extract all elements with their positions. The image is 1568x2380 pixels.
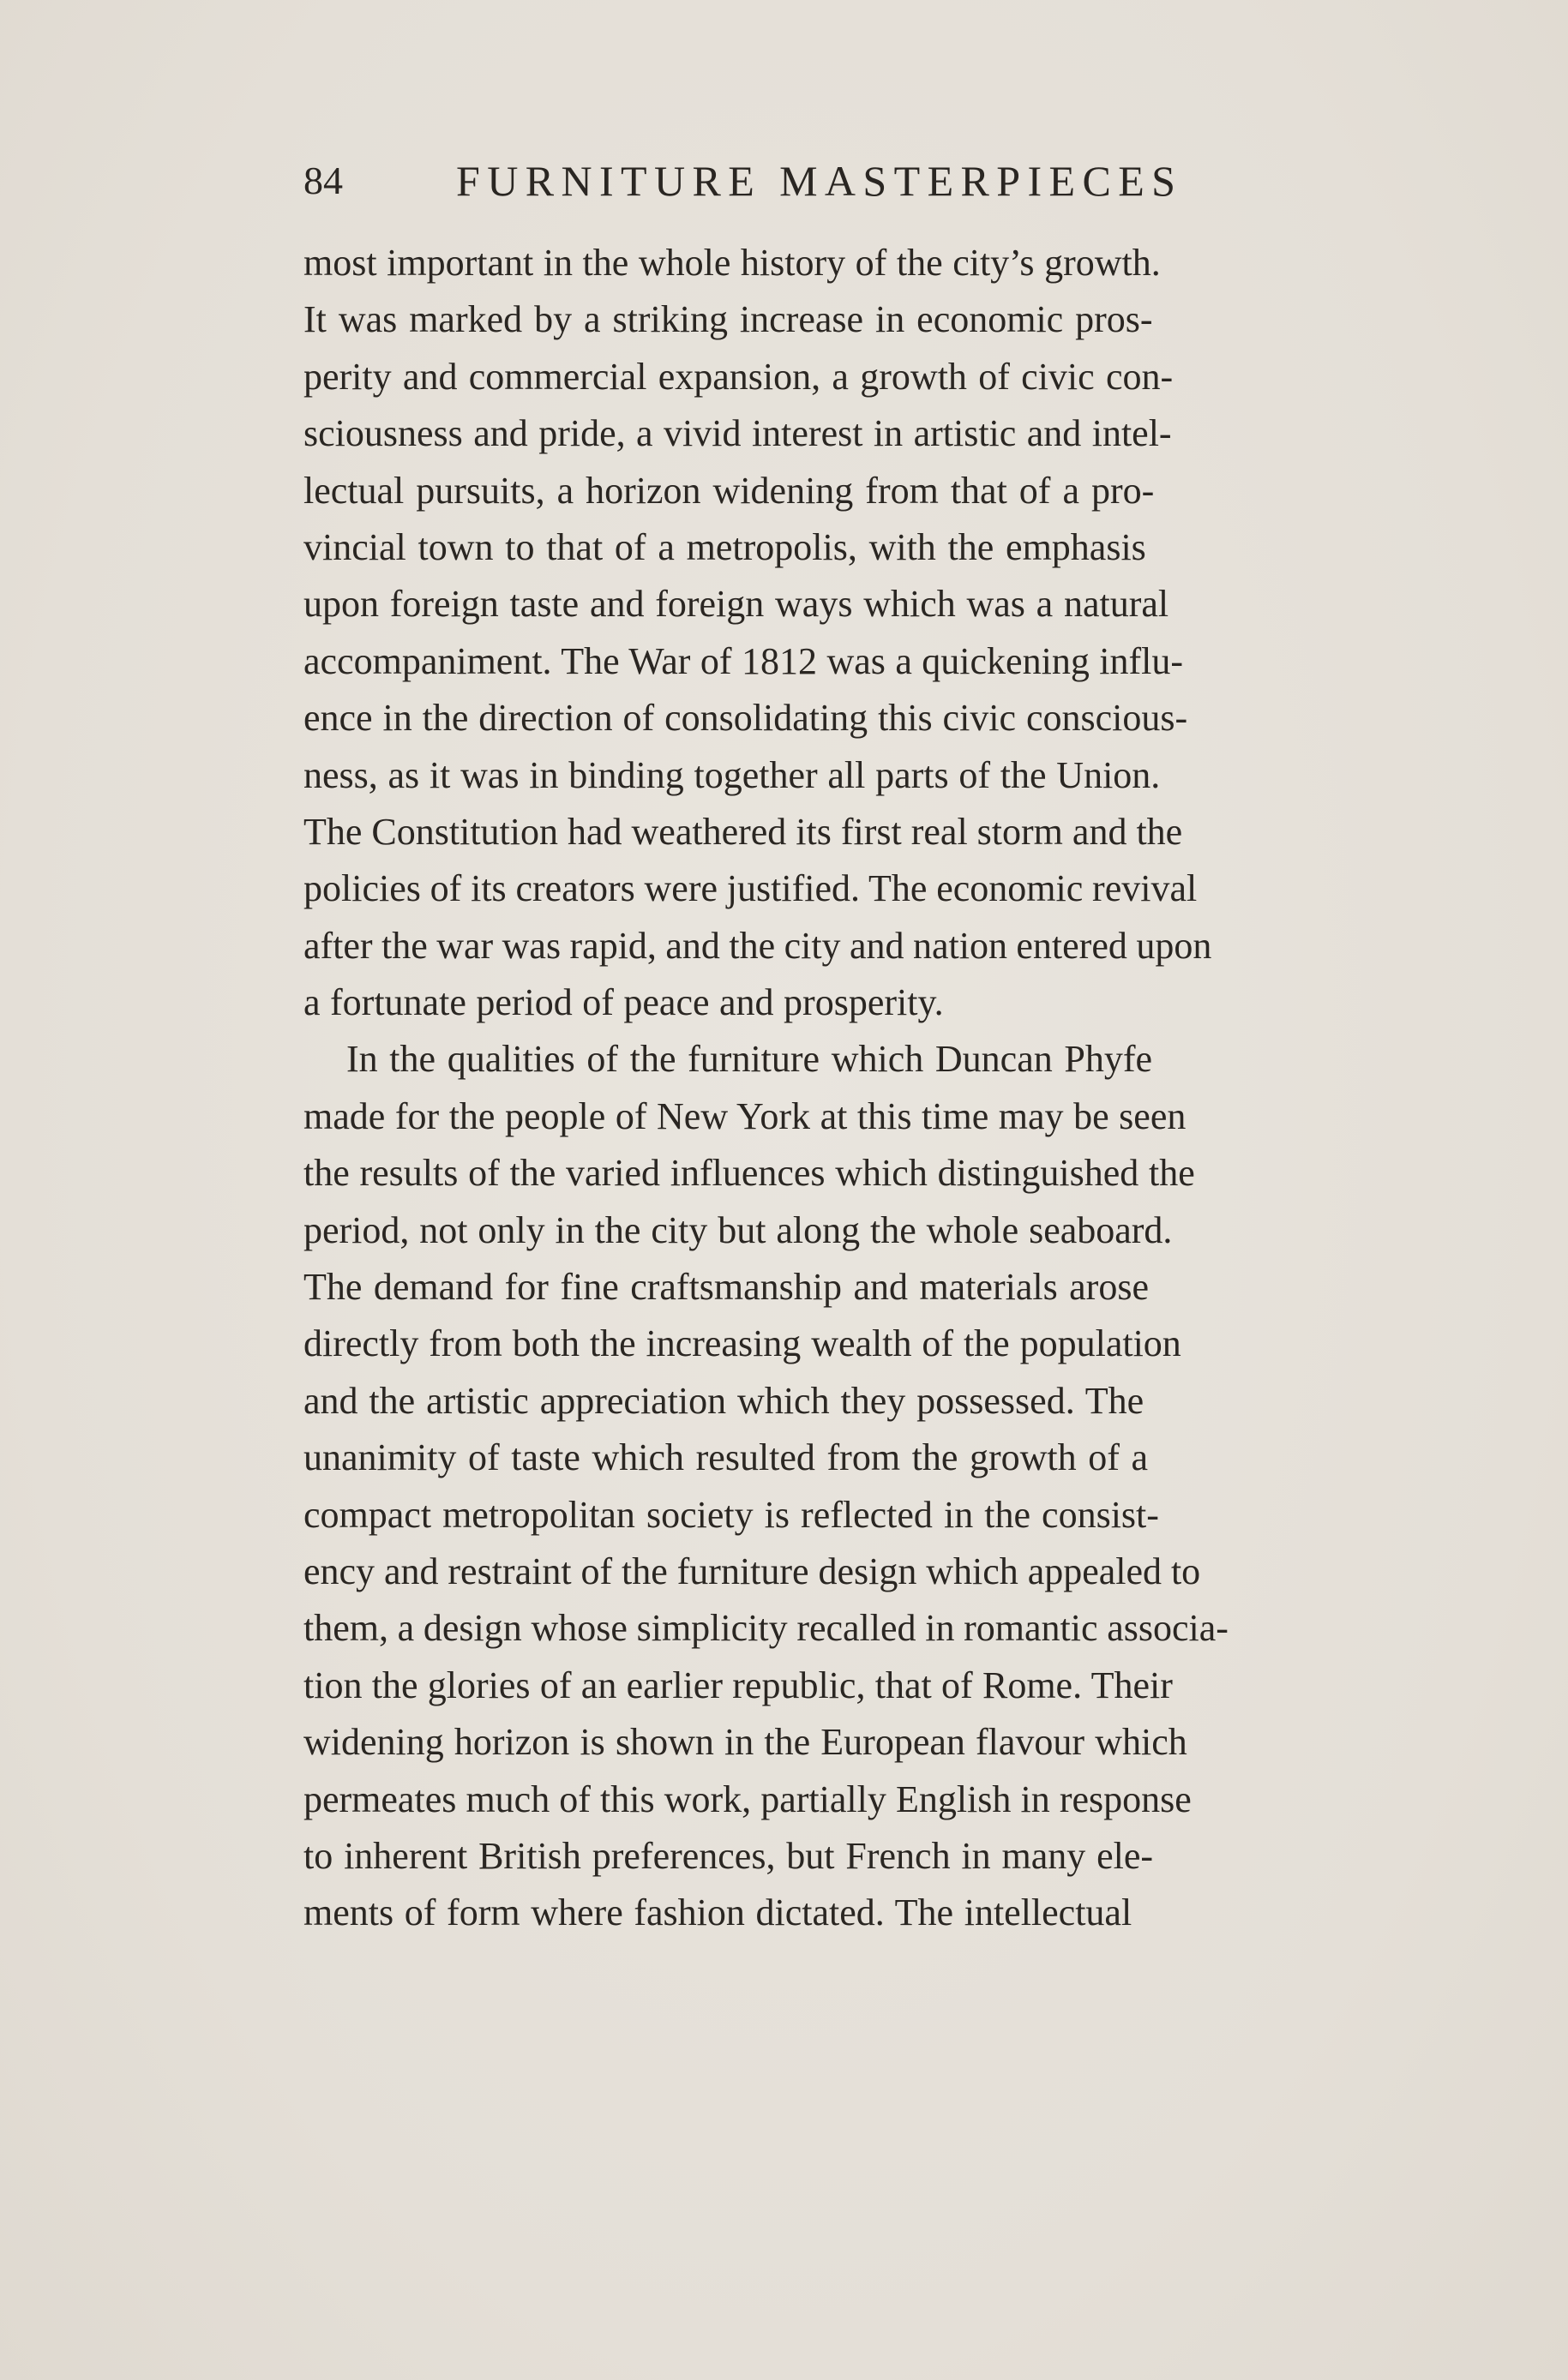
text-line: In the qualities of the furniture which Duncan Phyfe xyxy=(346,1038,1153,1081)
text-line: It was marked by a striking increase in economic pros- xyxy=(303,298,1153,341)
paragraph xyxy=(303,1031,1418,1941)
text-line: period, not only in the city but along the whole seaboard. xyxy=(303,1208,1173,1251)
text-line: unanimity of taste which resulted from the growth of a xyxy=(303,1436,1149,1479)
text-line: sciousness and pride, a vivid interest in artistic and intel- xyxy=(303,412,1172,455)
text-line: ments of form where fashion dictated. The intellectual xyxy=(303,1891,1132,1934)
paragraph xyxy=(303,235,1418,1031)
page-header xyxy=(303,151,1298,211)
text-line: after the war was rapid, and the city and nation entered upon xyxy=(303,924,1212,967)
body-text xyxy=(303,235,1418,1942)
text-line: a fortunate period of peace and prosperity. xyxy=(303,981,944,1024)
text-line: them, a design whose simplicity recalled in romantic associa- xyxy=(303,1607,1229,1650)
text-line: ence in the direction of consolidating this civic conscious- xyxy=(303,697,1188,740)
text-line: widening horizon is shown in the European flavour which xyxy=(303,1721,1187,1764)
text-line: perity and commercial expansion, a growth of civic con- xyxy=(303,355,1174,398)
text-line: most important in the whole history of the city’s growth. xyxy=(303,242,1161,284)
page-number: 84 xyxy=(303,159,343,202)
text-line: ness, as it was in binding together all parts of the Union. xyxy=(303,753,1161,796)
text-line: accompaniment. The War of 1812 was a quickening influ- xyxy=(303,639,1184,682)
text-line: ency and restraint of the furniture design which appealed to xyxy=(303,1550,1201,1592)
text-line: directly from both the increasing wealth of the population xyxy=(303,1322,1181,1365)
text-line: made for the people of New York at this time may be seen xyxy=(303,1094,1187,1137)
text-line: vincial town to that of a metropolis, with the emphasis xyxy=(303,525,1146,568)
text-line: The demand for fine craftsmanship and materials arose xyxy=(303,1266,1149,1309)
text-line: upon foreign taste and foreign ways which was a natural xyxy=(303,583,1169,626)
running-head: FURNITURE MASTERPIECES xyxy=(456,157,1183,205)
text-line: to inherent British preferences, but French in many ele- xyxy=(303,1834,1154,1877)
text-line: The Constitution had weathered its first real storm and the xyxy=(303,810,1183,853)
text-line: permeates much of this work, partially English in response xyxy=(303,1778,1192,1820)
text-line: and the artistic appreciation which they possessed. The xyxy=(303,1379,1144,1422)
text-line: tion the glories of an earlier republic, that of Rome. Their xyxy=(303,1664,1173,1706)
text-line: lectual pursuits, a horizon widening from that of a pro- xyxy=(303,469,1155,512)
text-line: the results of the varied influences which distinguished the xyxy=(303,1152,1195,1195)
text-line: policies of its creators were justified. The economic revival xyxy=(303,867,1198,910)
text-line: compact metropolitan society is reflected in the consist- xyxy=(303,1493,1159,1536)
